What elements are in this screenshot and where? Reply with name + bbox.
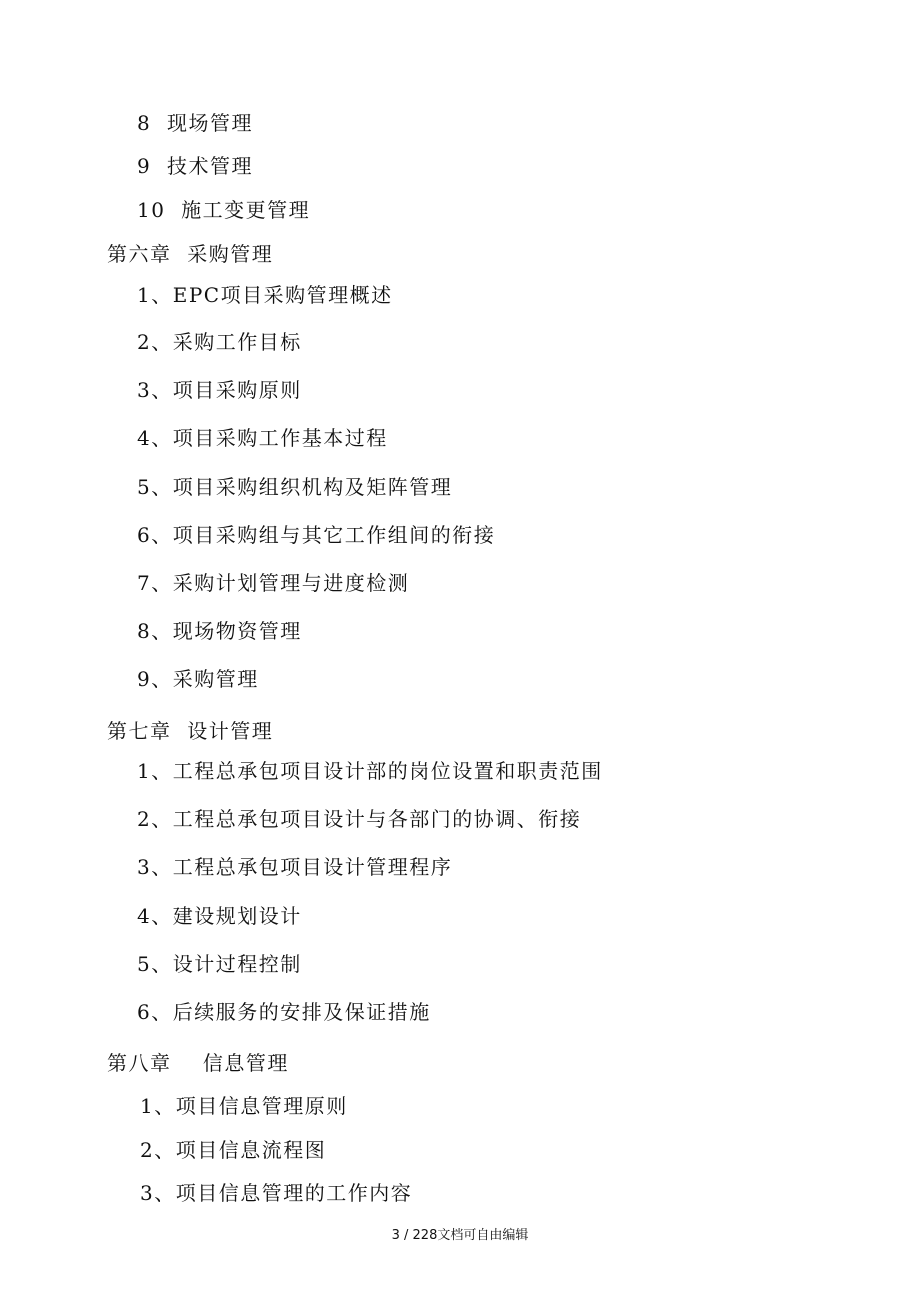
toc-item: 5、项目采购组织机构及矩阵管理 xyxy=(137,475,453,499)
toc-item: 7、采购计划管理与进度检测 xyxy=(137,571,410,595)
toc-item: 8 现场管理 xyxy=(137,111,253,135)
toc-item: 1、工程总承包项目设计部的岗位设置和职责范围 xyxy=(137,759,603,783)
toc-item: 6、项目采购组与其它工作组间的衔接 xyxy=(137,523,496,547)
toc-item: 8、现场物资管理 xyxy=(137,619,302,643)
toc-item: 1、项目信息管理原则 xyxy=(140,1094,348,1118)
chapter-heading: 第七章 设计管理 xyxy=(107,719,274,743)
toc-item: 4、项目采购工作基本过程 xyxy=(137,426,388,450)
toc-item: 10 施工变更管理 xyxy=(137,198,311,222)
toc-item: 3、项目信息管理的工作内容 xyxy=(140,1181,413,1205)
toc-item: 9、采购管理 xyxy=(137,667,259,691)
toc-item: 4、建设规划设计 xyxy=(137,904,302,928)
toc-item: 1、EPC项目采购管理概述 xyxy=(137,283,393,307)
toc-item: 2、项目信息流程图 xyxy=(140,1138,327,1162)
toc-item: 9 技术管理 xyxy=(137,154,253,178)
toc-item: 5、设计过程控制 xyxy=(137,952,302,976)
toc-item: 6、后续服务的安排及保证措施 xyxy=(137,1000,431,1024)
toc-item: 2、工程总承包项目设计与各部门的协调、衔接 xyxy=(137,807,582,831)
chapter-heading: 第八章 信息管理 xyxy=(107,1051,289,1075)
chapter-heading: 第六章 采购管理 xyxy=(107,242,274,266)
page-footer: 3 / 228文档可自由编辑 xyxy=(391,1228,529,1243)
toc-item: 3、工程总承包项目设计管理程序 xyxy=(137,855,453,879)
toc-item: 2、采购工作目标 xyxy=(137,330,302,354)
toc-item: 3、项目采购原则 xyxy=(137,378,302,402)
